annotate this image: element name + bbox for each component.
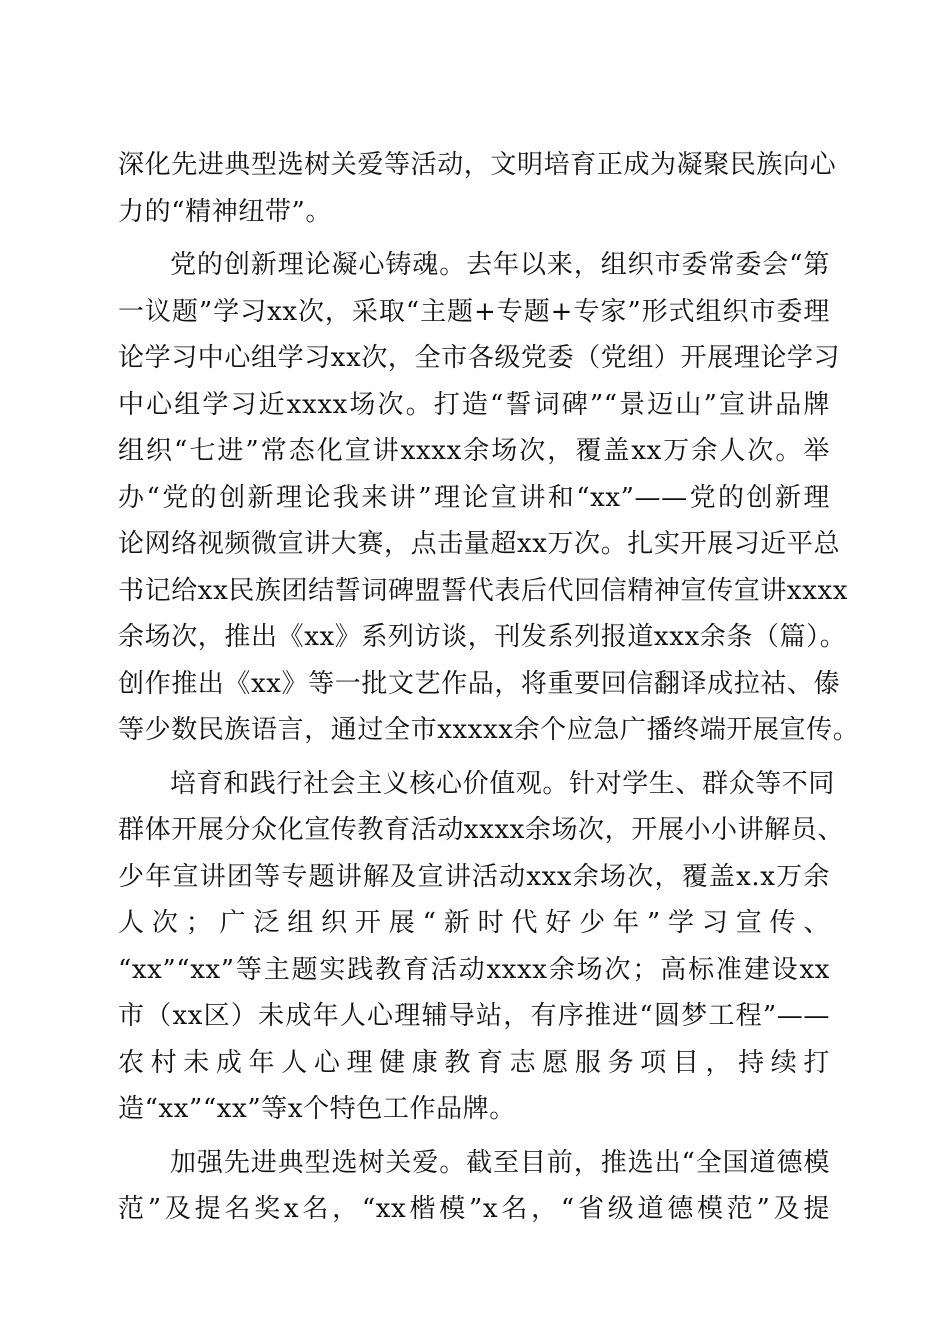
- text-line: 培育和践行社会主义核心价值观。针对学生、群众等不同: [170, 768, 836, 799]
- text-line: 余场次，推出《xx》系列访谈，刊发系列报道xxx余条（篇）。: [118, 622, 847, 652]
- text-line: 深化先进典型选树关爱等活动，文明培育正成为凝聚民族向心: [118, 150, 837, 180]
- text-line: 组织“七进”常态化宣讲xxxx余场次，覆盖xx万余人次。举: [118, 436, 830, 466]
- paragraph-2: [118, 242, 860, 754]
- text-line: 论网络视频微宣讲大赛，点击量超xx万次。扎实开展习近平总: [118, 529, 841, 559]
- text-line: 造“xx”“xx”等x个特色工作品牌。: [118, 1094, 516, 1124]
- paragraph-1: [118, 142, 837, 235]
- text-line: 党的创新理论凝心铸魂。去年以来，组织市委常委会“第: [170, 250, 830, 280]
- text-line: 范”及提名奖x名，“xx楷模”x名，“省级道德模范”及提: [118, 1194, 830, 1224]
- text-line: 论学习中心组学习xx次，全市各级党委（党组）开展理论学习: [118, 343, 841, 373]
- text-line: 市（xx区）未成年人心理辅导站，有序推进“圆梦工程”——: [118, 1001, 830, 1031]
- text-line: 力的“精神纽带”。: [118, 196, 332, 227]
- text-line: 一议题”学习xx次，采取“主题+专题+专家”形式组织市委理: [118, 296, 830, 327]
- text-line: 等少数民族语言，通过全市xxxxx余个应急广播终端开展宣传。: [118, 715, 860, 745]
- text-line: “xx”“xx”等主题实践教育活动xxxx余场次；高标准建设xx: [118, 954, 830, 985]
- text-line: 少年宣讲团等专题讲解及宣讲活动xxx余场次，覆盖x.x万余: [118, 861, 830, 892]
- text-line: 人次；广泛组织开展“新时代好少年”学习宣传、: [118, 908, 830, 938]
- text-line: 创作推出《xx》等一批文艺作品，将重要回信翻译成拉祜、傣: [118, 668, 841, 699]
- text-line: 群体开展分众化宣传教育活动xxxx余场次，开展小小讲解员、: [118, 815, 845, 845]
- text-line: 农村未成年人心理健康教育志愿服务项目，持续打: [118, 1047, 830, 1078]
- text-line: 加强先进典型选树关爱。截至目前，推选出“全国道德模: [170, 1147, 830, 1178]
- text-line: 办“党的创新理论我来讲”理论宣讲和“xx”——党的创新理: [118, 482, 830, 513]
- paragraph-4: [118, 1140, 830, 1233]
- document-body: [118, 142, 860, 1233]
- text-line: 中心组学习近xxxx场次。打造“誓词碑”“景迈山”宣讲品牌: [118, 389, 830, 420]
- text-line: 书记给xx民族团结誓词碑盟誓代表后代回信精神宣传宣讲xxxx: [118, 575, 848, 606]
- paragraph-3: [118, 761, 845, 1133]
